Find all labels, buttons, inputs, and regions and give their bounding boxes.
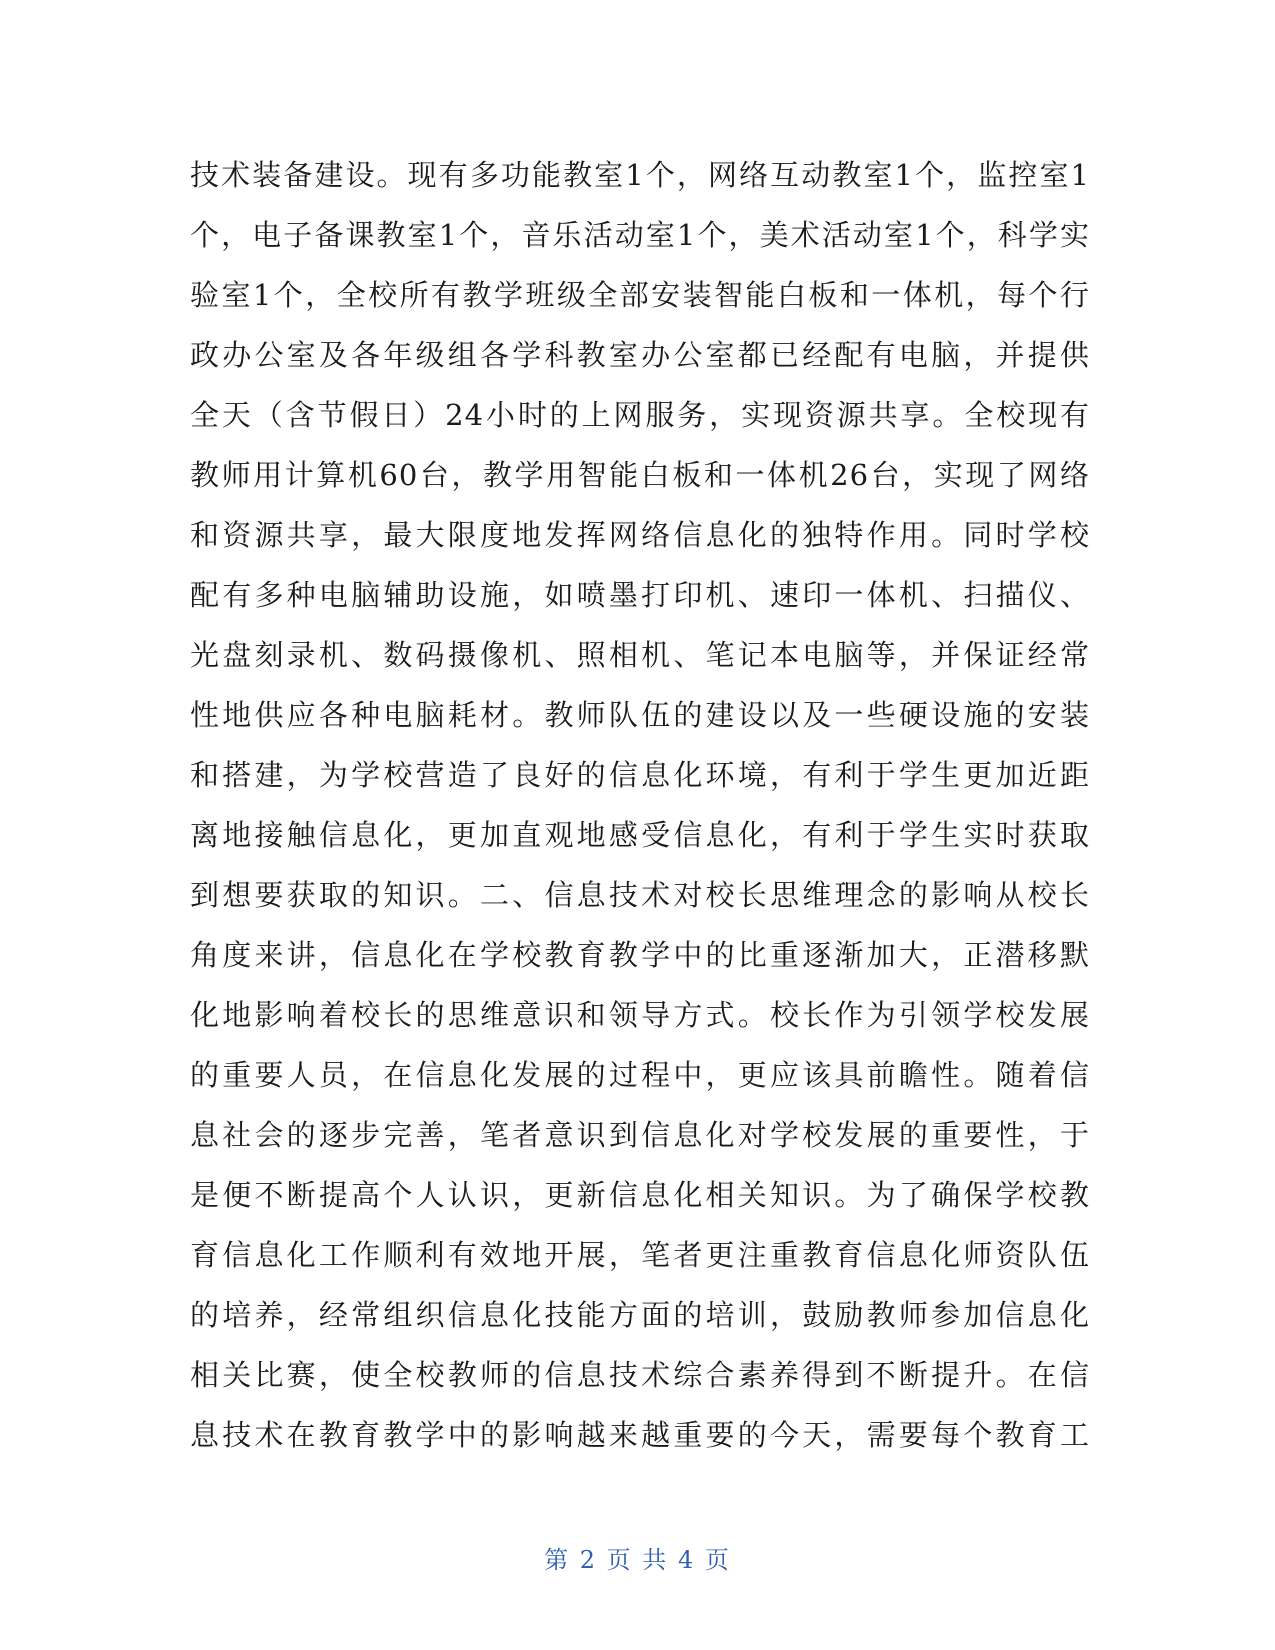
text-line: 化地影响着校长的思维意识和领导方式。校长作为引领学校发展 (190, 998, 1090, 1032)
text-line: 验室1个，全校所有教学班级全部安装智能白板和一体机，每个行 (190, 278, 1090, 312)
text-line: 光盘刻录机、数码摄像机、照相机、笔记本电脑等，并保证经常 (190, 638, 1090, 672)
text-line: 相关比赛，使全校教师的信息技术综合素养得到不断提升。在信 (190, 1358, 1090, 1392)
text-line: 性地供应各种电脑耗材。教师队伍的建设以及一些硬设施的安装 (190, 698, 1090, 732)
text-line: 教师用计算机60台，教学用智能白板和一体机26台，实现了网络 (190, 458, 1090, 492)
text-line: 离地接触信息化，更加直观地感受信息化，有利于学生实时获取 (190, 818, 1090, 852)
body-text (190, 145, 1090, 1465)
text-line: 到想要获取的知识。二、信息技术对校长思维理念的影响从校长 (190, 878, 1090, 912)
text-line: 和资源共享，最大限度地发挥网络信息化的独特作用。同时学校 (190, 518, 1090, 552)
text-line: 配有多种电脑辅助设施，如喷墨打印机、速印一体机、扫描仪、 (190, 578, 1090, 612)
text-line: 是便不断提高个人认识，更新信息化相关知识。为了确保学校教 (190, 1178, 1090, 1212)
text-line: 息社会的逐步完善，笔者意识到信息化对学校发展的重要性，于 (190, 1118, 1090, 1152)
text-line: 和搭建，为学校营造了良好的信息化环境，有利于学生更加近距 (190, 758, 1090, 792)
text-line: 的培养，经常组织信息化技能方面的培训，鼓励教师参加信息化 (190, 1298, 1090, 1332)
text-line: 息技术在教育教学中的影响越来越重要的今天，需要每个教育工 (190, 1418, 1090, 1452)
text-line: 技术装备建设。现有多功能教室1个，网络互动教室1个，监控室1 (190, 158, 1090, 192)
text-line: 育信息化工作顺利有效地开展，笔者更注重教育信息化师资队伍 (190, 1238, 1090, 1272)
text-line: 个，电子备课教室1个，音乐活动室1个，美术活动室1个，科学实 (190, 218, 1090, 252)
text-line: 的重要人员，在信息化发展的过程中，更应该具前瞻性。随着信 (190, 1058, 1090, 1092)
page-number-footer: 第 2 页 共 4 页 (544, 1546, 731, 1574)
text-line: 角度来讲，信息化在学校教育教学中的比重逐渐加大，正潜移默 (190, 938, 1090, 972)
text-line: 全天（含节假日）24小时的上网服务，实现资源共享。全校现有 (190, 398, 1090, 432)
text-line: 政办公室及各年级组各学科教室办公室都已经配有电脑，并提供 (190, 338, 1090, 372)
